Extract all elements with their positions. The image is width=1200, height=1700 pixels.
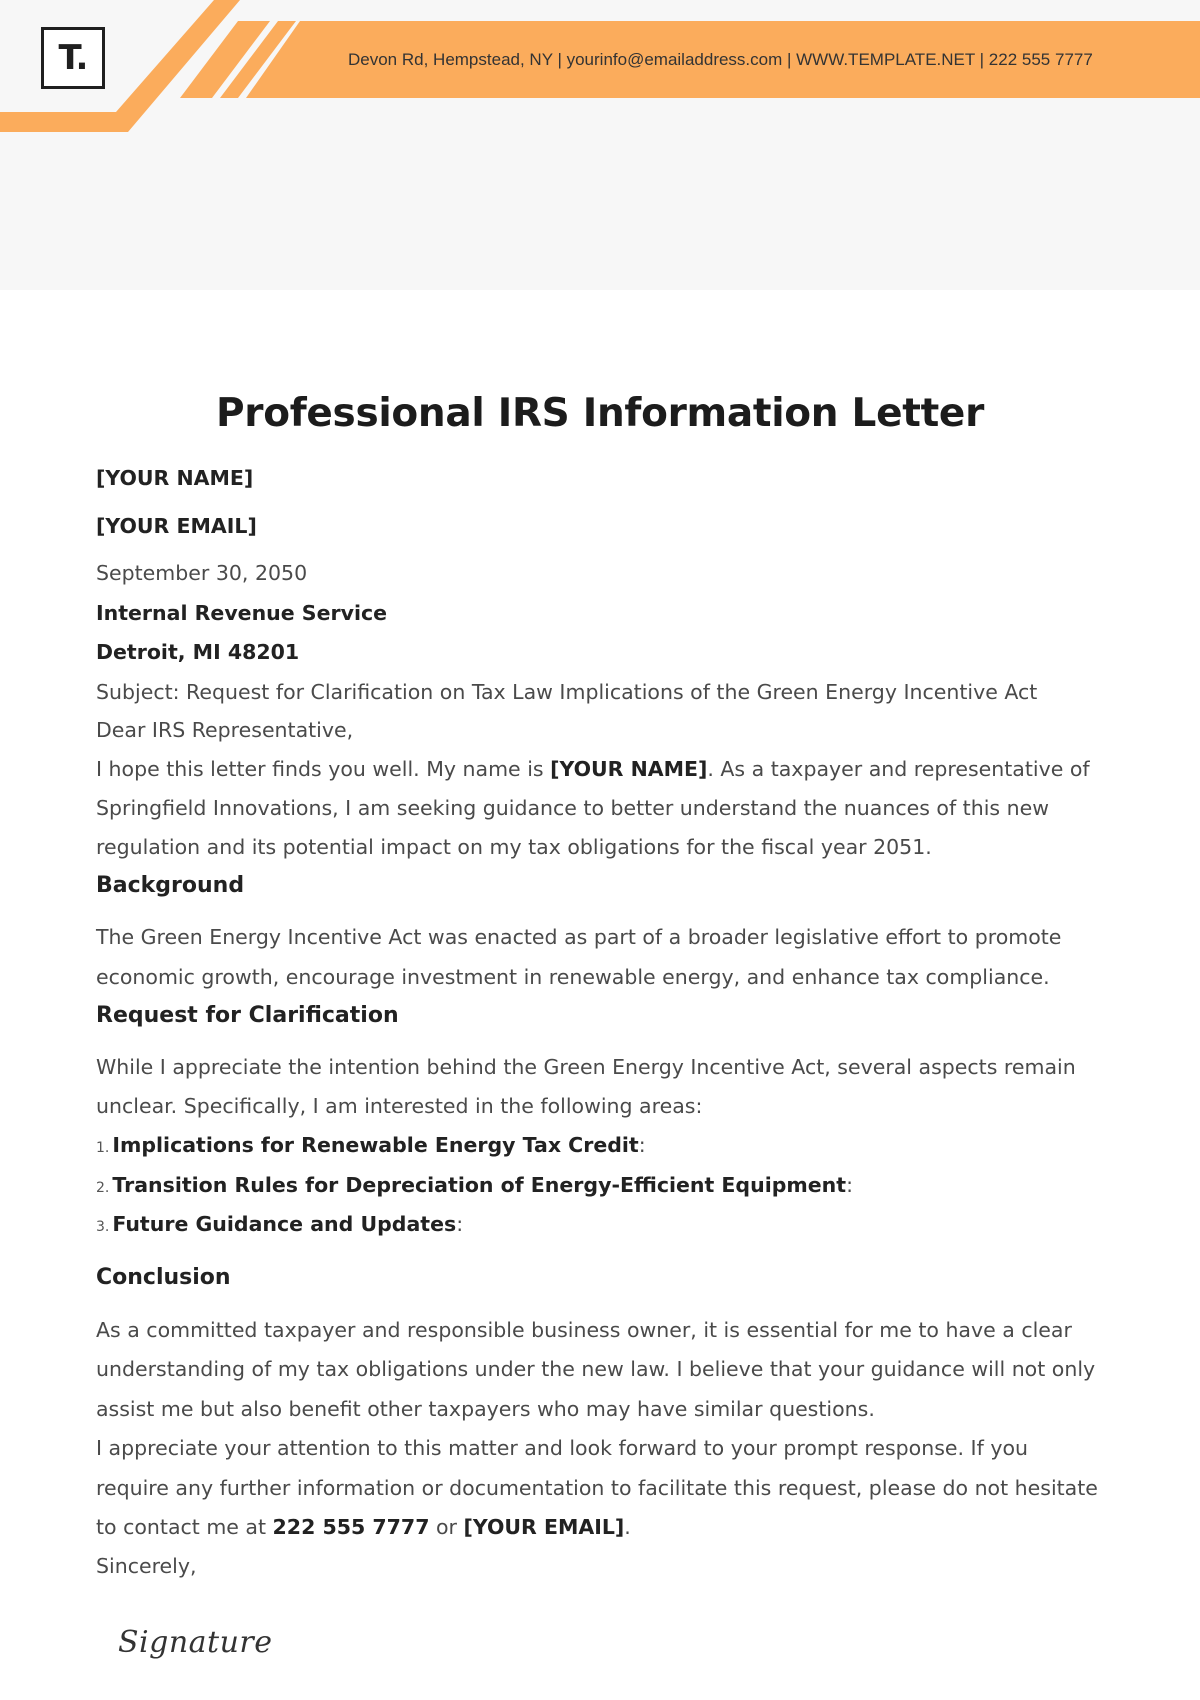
salutation: Dear IRS Representative,	[96, 718, 354, 742]
list-number: 3.	[96, 1219, 110, 1235]
list-number: 1.	[96, 1140, 110, 1156]
signature: Signature	[118, 1625, 273, 1660]
list-item-suffix: :	[846, 1173, 853, 1197]
conclusion-heading: Conclusion	[96, 1265, 231, 1290]
background-heading: Background	[96, 873, 245, 898]
contact-email: [YOUR EMAIL]	[463, 1515, 625, 1539]
conclusion-line-2: understanding of my tax obligations under the new law. I believe that your guidance will not only	[96, 1357, 1096, 1381]
conclusion-line-6	[96, 1515, 631, 1539]
list-item	[96, 1133, 646, 1157]
request-line-1: While I appreciate the intention behind the Green Energy Incentive Act, several aspects remain	[96, 1055, 1076, 1079]
background-line-2: economic growth, encourage investment in renewable energy, and enhance tax compliance.	[96, 965, 1050, 989]
intro-line-3: regulation and its potential impact on my tax obligations for the fiscal year 2051.	[96, 835, 932, 859]
intro-text: . As a taxpayer and representative of	[707, 757, 1090, 781]
list-item-text: Transition Rules for Depreciation of Energy-Efficient Equipment	[112, 1173, 847, 1197]
letter-title: Professional IRS Information Letter	[216, 391, 984, 436]
list-item-suffix: :	[456, 1212, 464, 1236]
conclusion-line-3: assist me but also benefit other taxpayers who may have similar questions.	[96, 1397, 875, 1421]
list-item	[96, 1173, 853, 1197]
list-number: 2.	[96, 1180, 110, 1196]
letter-date: September 30, 2050	[96, 561, 308, 585]
letterhead-decoration	[0, 0, 1200, 140]
contact-text: .	[624, 1515, 631, 1539]
intro-line-1	[96, 757, 1090, 781]
list-item-text: Implications for Renewable Energy Tax Credit	[112, 1133, 639, 1157]
intro-name: [YOUR NAME]	[550, 757, 708, 781]
conclusion-line-1: As a committed taxpayer and responsible business owner, it is essential for me to have a clear	[96, 1318, 1072, 1342]
request-line-2: unclear. Specifically, I am interested in the following areas:	[96, 1094, 703, 1118]
contact-text: or	[429, 1515, 464, 1539]
contact-phone: 222 555 7777	[272, 1515, 430, 1539]
closing: Sincerely,	[96, 1554, 197, 1578]
conclusion-line-5: require any further information or documentation to facilitate this request, please do not hesitate	[96, 1476, 1098, 1500]
list-item-suffix: :	[638, 1133, 646, 1157]
letterhead	[0, 0, 1200, 290]
logo-text: T.	[58, 38, 88, 78]
list-item	[96, 1212, 463, 1236]
intro-line-2: Springfield Innovations, I am seeking guidance to better understand the nuances of this new	[96, 796, 1049, 820]
list-item-text: Future Guidance and Updates	[112, 1212, 457, 1236]
intro-text: I hope this letter finds you well. My name is	[96, 757, 551, 781]
background-line-1: The Green Energy Incentive Act was enacted as part of a broader legislative effort to promote	[96, 925, 1062, 949]
request-heading: Request for Clarification	[96, 1003, 399, 1028]
contact-info: Devon Rd, Hempstead, NY | yourinfo@emailaddress.com | WWW.TEMPLATE.NET | 222 555 7777	[348, 50, 1093, 69]
company-logo	[41, 27, 105, 89]
conclusion-line-4: I appreciate your attention to this matter and look forward to your prompt response. If you	[96, 1436, 1028, 1460]
recipient-city: Detroit, MI 48201	[96, 640, 300, 664]
sender-email: [YOUR EMAIL]	[96, 514, 257, 538]
contact-text: to contact me at	[96, 1515, 273, 1539]
sender-name: [YOUR NAME]	[96, 466, 254, 490]
subject-line: Subject: Request for Clarification on Tax Law Implications of the Green Energy Incentive Act	[96, 680, 1038, 704]
recipient-org: Internal Revenue Service	[96, 601, 388, 625]
